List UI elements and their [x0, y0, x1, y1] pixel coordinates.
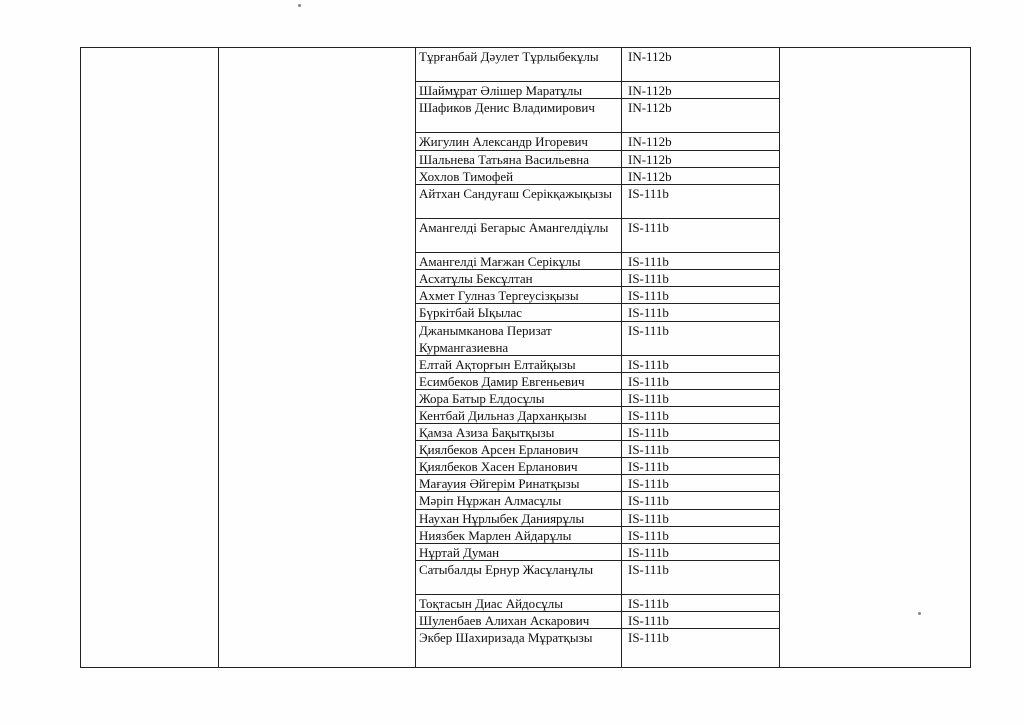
table-rows — [415, 48, 779, 663]
group-code: IS-111b — [621, 544, 779, 560]
student-name: Мәріп Нұржан Алмасұлы — [419, 493, 562, 509]
table-row — [415, 629, 779, 663]
table-row — [415, 595, 779, 612]
student-name: Тоқтасын Диас Айдосұлы — [419, 596, 563, 611]
student-name: Мағауия Әйгерім Ринатқызы — [419, 476, 580, 492]
student-name: Айтхан Сандуғаш Серікқажықызы — [419, 185, 612, 201]
group-code: IN-112b — [621, 168, 779, 184]
group-code: IN-112b — [621, 82, 779, 98]
table-row — [415, 441, 779, 458]
student-name: Жигулин Александр Игоревич — [419, 134, 588, 150]
group-code: IN-112b — [621, 48, 779, 81]
student-name: Амангелді Бегарыс Амангелдіұлы — [419, 219, 609, 235]
table-row — [415, 510, 779, 527]
group-code: IS-111b — [621, 407, 779, 423]
group-code: IS-111b — [621, 458, 779, 474]
table-row — [415, 82, 779, 99]
student-name: Шафиков Денис Владимирович — [419, 100, 595, 116]
table-row — [415, 458, 779, 475]
group-code: IS-111b — [621, 629, 779, 663]
table-row — [415, 356, 779, 373]
table-row — [415, 287, 779, 304]
column-divider — [218, 48, 219, 667]
student-name: Шаймұрат Әлішер Маратұлы — [419, 83, 583, 99]
scan-speck — [298, 4, 301, 7]
student-name: Шуленбаев Алихан Аскарович — [419, 613, 590, 629]
student-name: Сатыбалды Ернур Жасұланұлы — [419, 561, 594, 577]
column-divider — [779, 48, 780, 667]
table-row — [415, 544, 779, 561]
table-row — [415, 390, 779, 407]
student-name: Қамза Азиза Бақытқызы — [419, 425, 555, 441]
table-row — [415, 99, 779, 133]
group-code: IS-111b — [621, 322, 779, 355]
table-row — [415, 219, 779, 253]
group-code: IS-111b — [621, 475, 779, 491]
group-code: IS-111b — [621, 185, 779, 218]
student-table — [80, 47, 971, 668]
group-code: IS-111b — [621, 219, 779, 252]
student-name: Бүркітбай Ықылас — [419, 305, 523, 321]
group-code: IN-112b — [621, 133, 779, 149]
student-name: Тұрғанбай Дәулет Тұрлыбекұлы — [419, 49, 599, 64]
group-code: IS-111b — [621, 304, 779, 320]
table-row — [415, 475, 779, 492]
table-row — [415, 561, 779, 595]
student-name: Есимбеков Дамир Евгеньевич — [419, 373, 585, 389]
student-name: Қиялбеков Хасен Ерланович — [419, 459, 578, 475]
student-name: Кентбай Дильназ Дарханқызы — [419, 407, 587, 423]
group-code: IS-111b — [621, 373, 779, 389]
table-row — [415, 527, 779, 544]
student-name: Наухан Нұрлыбек Даниярұлы — [419, 510, 585, 526]
group-code: IS-111b — [621, 527, 779, 543]
table-row — [415, 407, 779, 424]
table-row — [415, 133, 779, 150]
scan-speck — [918, 612, 921, 615]
table-row — [415, 168, 779, 185]
group-code: IS-111b — [621, 510, 779, 526]
student-name: Экбер Шахиризада Мұратқызы — [419, 630, 593, 646]
table-row — [415, 424, 779, 441]
table-row — [415, 492, 779, 509]
group-code: IS-111b — [621, 356, 779, 372]
student-name: Ахмет Гулназ Тергеусізқызы — [419, 288, 579, 304]
group-code: IN-112b — [621, 151, 779, 167]
group-code: IS-111b — [621, 253, 779, 269]
table-row — [415, 151, 779, 168]
group-code: IN-112b — [621, 99, 779, 132]
student-name: Елтай Ақторғын Елтайқызы — [419, 356, 576, 372]
student-name: Асхатұлы Бексұлтан — [419, 271, 533, 287]
student-name: Амангелді Мағжан Серікұлы — [419, 254, 581, 270]
student-name: Жора Батыр Елдосұлы — [419, 390, 545, 406]
group-code: IS-111b — [621, 492, 779, 508]
student-name: Джанымканова Перизат Курмангазиевна — [419, 322, 552, 355]
group-code: IS-111b — [621, 390, 779, 406]
table-row — [415, 270, 779, 287]
student-name: Нұртай Думан — [419, 544, 500, 560]
group-code: IS-111b — [621, 561, 779, 594]
group-code: IS-111b — [621, 287, 779, 303]
table-row — [415, 373, 779, 390]
group-code: IS-111b — [621, 612, 779, 628]
table-row — [415, 304, 779, 321]
table-row — [415, 185, 779, 219]
group-code: IS-111b — [621, 595, 779, 611]
table-row — [415, 48, 779, 82]
student-name: Хохлов Тимофей — [419, 168, 514, 184]
table-row — [415, 253, 779, 270]
student-name: Шальнева Татьяна Васильевна — [419, 151, 589, 167]
table-row — [415, 612, 779, 629]
group-code: IS-111b — [621, 441, 779, 457]
group-code: IS-111b — [621, 424, 779, 440]
group-code: IS-111b — [621, 270, 779, 286]
student-name: Ниязбек Марлен Айдарұлы — [419, 527, 572, 543]
table-row — [415, 322, 779, 356]
student-name: Қиялбеков Арсен Ерланович — [419, 442, 579, 458]
